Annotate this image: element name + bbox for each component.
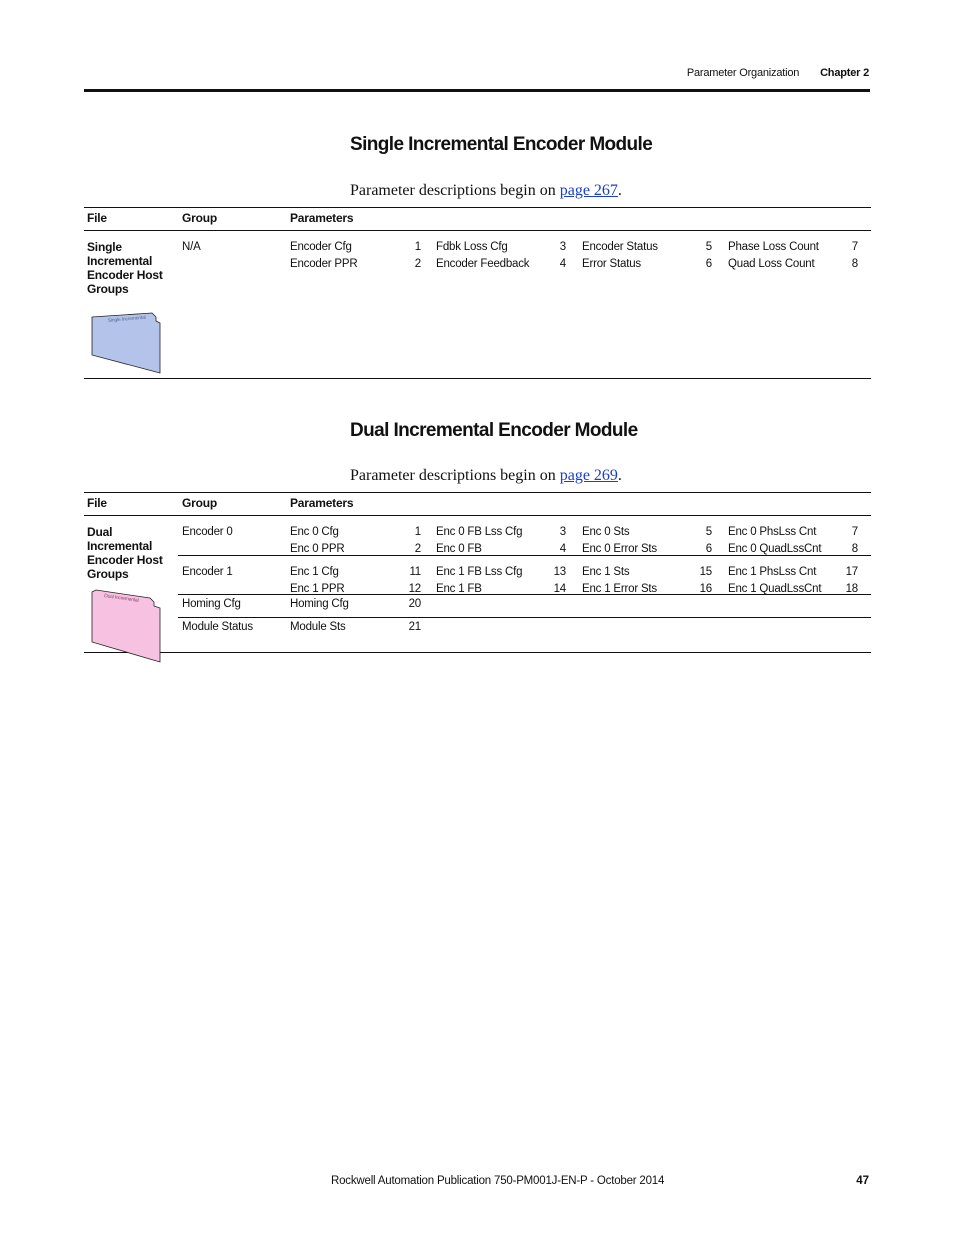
header-rule <box>84 89 870 92</box>
param-number: 13 <box>553 566 566 578</box>
header-chapter: Chapter 2 <box>820 67 869 79</box>
param-number: 15 <box>699 566 712 578</box>
dual-group-name: Encoder 1 <box>182 566 233 578</box>
param-name: Module Sts <box>290 621 346 633</box>
param-name: Encoder Status <box>582 241 658 253</box>
param-number: 5 <box>705 241 712 253</box>
footer-page-number: 47 <box>856 1175 869 1187</box>
param-name: Enc 1 Sts <box>582 566 630 578</box>
header-section: Parameter Organization <box>686 67 800 79</box>
param-number: 2 <box>414 543 421 555</box>
param-number: 2 <box>414 258 421 270</box>
single-page-link[interactable]: page 267 <box>559 182 618 199</box>
param-name: Encoder Feedback <box>436 258 530 270</box>
param-name: Enc 1 PPR <box>290 583 345 595</box>
col-group: Group <box>182 496 217 510</box>
param-number: 17 <box>845 566 858 578</box>
param-name: Enc 1 Error Sts <box>582 583 657 595</box>
param-name: Homing Cfg <box>290 598 349 610</box>
param-name: Enc 0 Sts <box>582 526 630 538</box>
param-name: Quad Loss Count <box>728 258 815 270</box>
dual-group-row <box>178 594 871 617</box>
dual-table-header <box>84 493 871 516</box>
param-number: 12 <box>408 583 421 595</box>
param-name: Enc 0 FB Lss Cfg <box>436 526 523 538</box>
param-number: 6 <box>705 258 712 270</box>
dual-group-name: Encoder 0 <box>182 526 233 538</box>
pink-folder-icon <box>90 588 162 664</box>
param-number: 1 <box>414 241 421 253</box>
single-file-name: Single Incremental Encoder Host Groups <box>87 240 163 296</box>
col-params: Parameters <box>290 496 354 510</box>
param-number: 1 <box>414 526 421 538</box>
param-number: 4 <box>559 258 566 270</box>
dual-desc-suffix: . <box>617 467 622 484</box>
param-number: 5 <box>705 526 712 538</box>
dual-table <box>84 492 871 653</box>
col-group: Group <box>182 211 217 225</box>
param-name: Enc 0 Cfg <box>290 526 339 538</box>
dual-section-title: Dual Incremental Encoder Module <box>350 420 638 441</box>
param-number: 11 <box>409 566 421 578</box>
dual-group-name: Module Status <box>182 621 253 633</box>
param-number: 8 <box>851 258 858 270</box>
running-header <box>687 67 869 79</box>
dual-table-body <box>84 516 871 652</box>
single-table <box>84 207 871 379</box>
blue-folder-icon <box>90 311 162 375</box>
param-name: Enc 1 FB <box>436 583 482 595</box>
param-number: 20 <box>408 598 421 610</box>
dual-file-name: Dual Incremental Encoder Host Groups <box>87 525 163 581</box>
col-file: File <box>87 496 107 510</box>
single-table-header <box>84 208 871 231</box>
param-number: 14 <box>553 583 566 595</box>
single-folder-label: Single Incremental <box>107 314 146 324</box>
param-number: 3 <box>559 241 566 253</box>
param-number: 8 <box>851 543 858 555</box>
single-group-row <box>178 231 871 378</box>
dual-desc <box>350 467 622 485</box>
param-number: 7 <box>851 241 858 253</box>
param-name: Error Status <box>582 258 641 270</box>
param-number: 7 <box>851 526 858 538</box>
param-name: Encoder Cfg <box>290 241 352 253</box>
dual-desc-text: Parameter descriptions begin on <box>350 467 560 484</box>
single-desc-text: Parameter descriptions begin on <box>350 182 560 199</box>
single-desc-suffix: . <box>617 182 622 199</box>
param-name: Encoder PPR <box>290 258 358 270</box>
param-name: Enc 1 FB Lss Cfg <box>436 566 523 578</box>
dual-group-name: Homing Cfg <box>182 598 241 610</box>
param-name: Enc 1 QuadLssCnt <box>728 583 822 595</box>
dual-page-link[interactable]: page 269 <box>559 467 618 484</box>
dual-group-row <box>178 516 871 555</box>
single-group-name: N/A <box>182 241 201 253</box>
col-file: File <box>87 211 107 225</box>
param-name: Enc 1 Cfg <box>290 566 339 578</box>
col-params: Parameters <box>290 211 354 225</box>
param-number: 21 <box>408 621 421 633</box>
param-number: 4 <box>559 543 566 555</box>
dual-group-row <box>178 555 871 594</box>
param-name: Phase Loss Count <box>728 241 819 253</box>
param-name: Enc 0 Error Sts <box>582 543 657 555</box>
dual-group-row <box>178 617 871 652</box>
param-name: Fdbk Loss Cfg <box>436 241 508 253</box>
single-table-body <box>84 231 871 378</box>
dual-folder-label: Dual Incremental <box>103 593 139 604</box>
footer-publication: Rockwell Automation Publication 750-PM001J-EN-P - October 2014 <box>331 1175 665 1187</box>
single-section-title: Single Incremental Encoder Module <box>350 134 653 155</box>
param-number: 18 <box>845 583 858 595</box>
param-name: Enc 0 QuadLssCnt <box>728 543 822 555</box>
param-number: 6 <box>705 543 712 555</box>
param-number: 16 <box>699 583 712 595</box>
param-name: Enc 0 PhsLss Cnt <box>728 526 817 538</box>
param-number: 3 <box>559 526 566 538</box>
param-name: Enc 0 FB <box>436 543 482 555</box>
param-name: Enc 0 PPR <box>290 543 345 555</box>
param-name: Enc 1 PhsLss Cnt <box>728 566 817 578</box>
single-desc <box>350 182 622 200</box>
